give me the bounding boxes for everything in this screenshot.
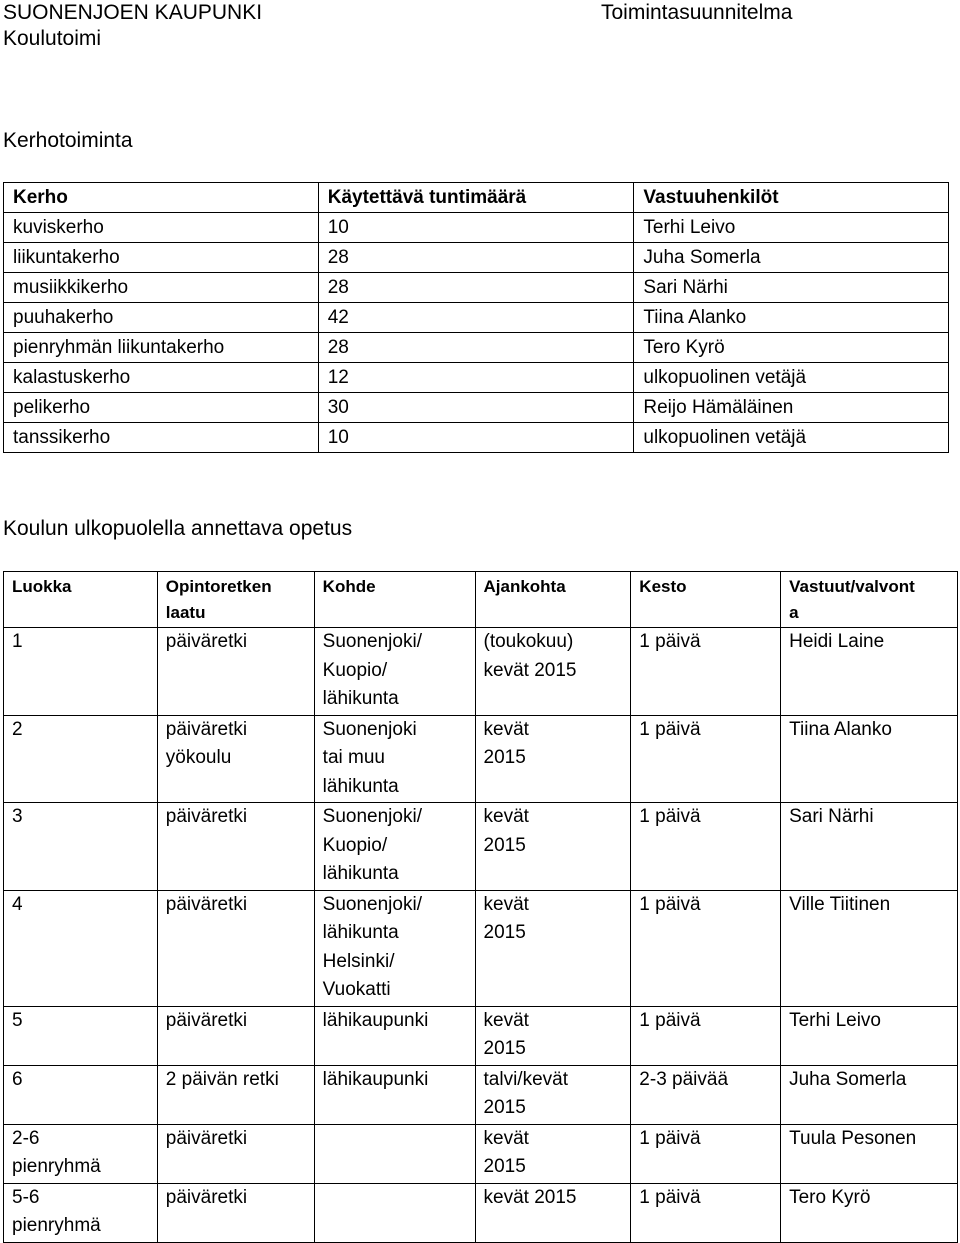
cell-line: 2015 — [483, 1038, 526, 1059]
cell-line: 6 — [12, 1068, 23, 1090]
table-cell — [314, 1124, 475, 1183]
table-cell — [4, 1065, 158, 1124]
table-cell — [781, 1006, 958, 1065]
table-cell — [781, 1124, 958, 1183]
table-cell — [157, 1183, 314, 1242]
document-header-left — [3, 0, 262, 52]
table-header-row — [4, 572, 958, 628]
table-cell: 10 — [318, 423, 634, 453]
table-cell — [475, 1065, 631, 1124]
cell-line: Terhi Leivo — [789, 1009, 881, 1031]
cell-line: pienryhmä — [12, 1215, 101, 1236]
cell-line: Suonenjoki/ — [322, 893, 422, 915]
table-row — [4, 213, 949, 243]
table-row — [4, 303, 949, 333]
column-header: Vastuuhenkilöt — [634, 183, 949, 213]
cell-line: pienryhmä — [12, 1156, 101, 1177]
cell-line: 5 — [12, 1009, 23, 1031]
table-cell — [781, 715, 958, 803]
table-row — [4, 803, 958, 891]
table-cell: Tero Kyrö — [634, 333, 949, 363]
table-cell: puuhakerho — [4, 303, 319, 333]
table-cell: 42 — [318, 303, 634, 333]
cell-line: Tero Kyrö — [789, 1186, 871, 1208]
table-cell: musiikkikerho — [4, 273, 319, 303]
table-cell — [475, 1006, 631, 1065]
cell-line: 4 — [12, 893, 23, 915]
cell-line: päiväretki — [165, 631, 248, 652]
column-header: Käytettävä tuntimäärä — [318, 183, 634, 213]
cell-line: lähikunta — [322, 775, 399, 797]
table-cell: liikuntakerho — [4, 243, 319, 273]
table-cell — [157, 890, 314, 1006]
table-cell — [475, 803, 631, 891]
cell-line: Kuopio/ — [322, 834, 388, 856]
cell-line: Heidi Laine — [789, 631, 885, 652]
column-header — [4, 572, 158, 628]
cell-line: 2015 — [483, 922, 526, 943]
table-cell — [157, 1006, 314, 1065]
table-cell — [4, 715, 158, 803]
table-cell — [631, 628, 781, 716]
cell-line: Sari Närhi — [789, 806, 874, 827]
table-cell — [314, 890, 475, 1006]
section-title-ulkopuolinen-opetus: Koulun ulkopuolella annettava opetus — [3, 517, 353, 540]
cell-line: Suonenjoki/ — [322, 806, 422, 827]
table-cell — [314, 715, 475, 803]
cell-line: Tiina Alanko — [789, 718, 892, 740]
cell-line: 1 päivä — [639, 806, 701, 827]
cell-line: yökoulu — [165, 747, 232, 768]
cell-line: kevät 2015 — [483, 1186, 577, 1208]
department-name: Koulutoimi — [3, 27, 102, 50]
cell-line: kevät — [483, 1127, 529, 1149]
cell-line: Ville Tiitinen — [789, 893, 891, 915]
cell-line: 2015 — [483, 834, 526, 856]
table-cell — [781, 803, 958, 891]
column-header-line: Vastuut/valvont — [789, 577, 915, 596]
table-row — [4, 393, 949, 423]
table-cell — [4, 1006, 158, 1065]
cell-line: kevät — [483, 893, 529, 915]
cell-line: Kuopio/ — [322, 659, 388, 681]
cell-line: 1 päivä — [639, 631, 701, 652]
column-header — [781, 572, 958, 628]
table-cell — [475, 1124, 631, 1183]
table-cell: 12 — [318, 363, 634, 393]
cell-line: talvi/kevät — [483, 1068, 568, 1090]
table-cell — [314, 803, 475, 891]
cell-line: päiväretki — [165, 1186, 248, 1208]
table-cell — [631, 1183, 781, 1242]
column-header — [157, 572, 314, 628]
table-cell — [157, 803, 314, 891]
table-row — [4, 1183, 958, 1242]
table-cell: ulkopuolinen vetäjä — [634, 363, 949, 393]
table-cell — [475, 715, 631, 803]
table-row — [4, 333, 949, 363]
table-cell: Tiina Alanko — [634, 303, 949, 333]
column-header — [475, 572, 631, 628]
table-cell — [4, 890, 158, 1006]
column-header-line: Kohde — [322, 577, 376, 596]
table-cell — [157, 715, 314, 803]
cell-line: päiväretki — [165, 1009, 248, 1031]
cell-line: Suonenjoki/ — [322, 631, 422, 652]
cell-line: päiväretki — [165, 806, 248, 827]
table-row — [4, 243, 949, 273]
table-cell: Terhi Leivo — [634, 213, 949, 243]
cell-line: 1 päivä — [639, 1127, 701, 1149]
kerho-table — [3, 182, 949, 453]
table-cell — [781, 628, 958, 716]
cell-line: (toukokuu) — [483, 631, 574, 652]
table-cell — [631, 715, 781, 803]
opetus-table — [3, 571, 958, 1243]
table-cell: 28 — [318, 273, 634, 303]
table-cell — [475, 628, 631, 716]
table-cell — [314, 1183, 475, 1242]
column-header: Kerho — [4, 183, 319, 213]
table-cell: ulkopuolinen vetäjä — [634, 423, 949, 453]
cell-line: 2015 — [483, 747, 526, 768]
table-cell: pienryhmän liikuntakerho — [4, 333, 319, 363]
table-cell — [4, 628, 158, 716]
table-cell: 28 — [318, 333, 634, 363]
document-title: Toimintasuunnitelma — [601, 1, 793, 24]
cell-line: päiväretki — [165, 893, 248, 915]
table-header-row — [4, 183, 949, 213]
cell-line: 1 päivä — [639, 1186, 701, 1208]
cell-line: 1 päivä — [639, 893, 701, 915]
cell-line: lähikaupunki — [322, 1009, 429, 1031]
table-cell — [781, 890, 958, 1006]
table-cell: Reijo Hämäläinen — [634, 393, 949, 423]
table-row — [4, 1065, 958, 1124]
table-cell — [4, 1183, 158, 1242]
cell-line: kevät — [483, 1009, 529, 1031]
cell-line: Tuula Pesonen — [789, 1127, 917, 1149]
cell-line: 1 — [12, 631, 23, 652]
cell-line: Helsinki/ — [322, 950, 395, 972]
table-cell — [631, 1124, 781, 1183]
column-header-line: Ajankohta — [483, 577, 566, 596]
table-cell — [157, 1124, 314, 1183]
table-row — [4, 890, 958, 1006]
cell-line: kevät — [483, 718, 529, 740]
table-cell — [4, 803, 158, 891]
table-cell — [157, 1065, 314, 1124]
cell-line: 2 — [12, 718, 23, 740]
table-row — [4, 1006, 958, 1065]
cell-line: 2 päivän retki — [165, 1068, 279, 1090]
table-cell — [475, 890, 631, 1006]
table-row — [4, 363, 949, 393]
table-cell: kalastuskerho — [4, 363, 319, 393]
table-cell: kuviskerho — [4, 213, 319, 243]
table-cell — [314, 1006, 475, 1065]
table-cell — [781, 1065, 958, 1124]
table-cell: pelikerho — [4, 393, 319, 423]
cell-line: Suonenjoki — [322, 718, 417, 740]
cell-line: 3 — [12, 806, 23, 827]
table-row — [4, 423, 949, 453]
table-cell — [631, 1006, 781, 1065]
cell-line: Vuokatti — [322, 979, 391, 1000]
cell-line: lähikunta — [322, 922, 399, 943]
column-header-line: laatu — [165, 603, 206, 622]
table-cell: 30 — [318, 393, 634, 423]
column-header-line: a — [789, 603, 799, 622]
cell-line: 2-6 — [12, 1127, 40, 1149]
table-row — [4, 1124, 958, 1183]
cell-line: päiväretki — [165, 718, 248, 740]
table-cell: Sari Närhi — [634, 273, 949, 303]
cell-line: 2-3 päivää — [639, 1068, 729, 1090]
cell-line: Juha Somerla — [789, 1068, 907, 1090]
table-cell — [631, 803, 781, 891]
cell-line: lähikaupunki — [322, 1068, 429, 1090]
cell-line: tai muu — [322, 747, 385, 768]
cell-line: 5-6 — [12, 1186, 40, 1208]
cell-line: 2015 — [483, 1156, 526, 1177]
organization-name: SUONENJOEN KAUPUNKI — [3, 1, 263, 24]
table-cell: Juha Somerla — [634, 243, 949, 273]
table-row — [4, 273, 949, 303]
cell-line: lähikunta — [322, 688, 399, 709]
table-cell: tanssikerho — [4, 423, 319, 453]
table-row — [4, 715, 958, 803]
table-cell — [157, 628, 314, 716]
cell-line: kevät 2015 — [483, 659, 577, 681]
table-cell — [314, 1065, 475, 1124]
column-header — [631, 572, 781, 628]
column-header — [314, 572, 475, 628]
cell-line: 2015 — [483, 1097, 526, 1118]
cell-line: lähikunta — [322, 863, 399, 884]
cell-line: 1 päivä — [639, 1009, 701, 1031]
table-row — [4, 628, 958, 716]
table-cell — [475, 1183, 631, 1242]
table-cell — [631, 890, 781, 1006]
cell-line: kevät — [483, 806, 529, 827]
column-header-line: Opintoretken — [165, 577, 272, 596]
section-title-kerhotoiminta: Kerhotoiminta — [3, 129, 133, 152]
table-cell: 10 — [318, 213, 634, 243]
table-cell — [314, 628, 475, 716]
cell-line: 1 päivä — [639, 718, 701, 740]
cell-line: päiväretki — [165, 1127, 248, 1149]
table-cell: 28 — [318, 243, 634, 273]
table-cell — [781, 1183, 958, 1242]
column-header-line: Luokka — [12, 577, 72, 596]
column-header-line: Kesto — [639, 577, 687, 596]
table-cell — [631, 1065, 781, 1124]
table-cell — [4, 1124, 158, 1183]
